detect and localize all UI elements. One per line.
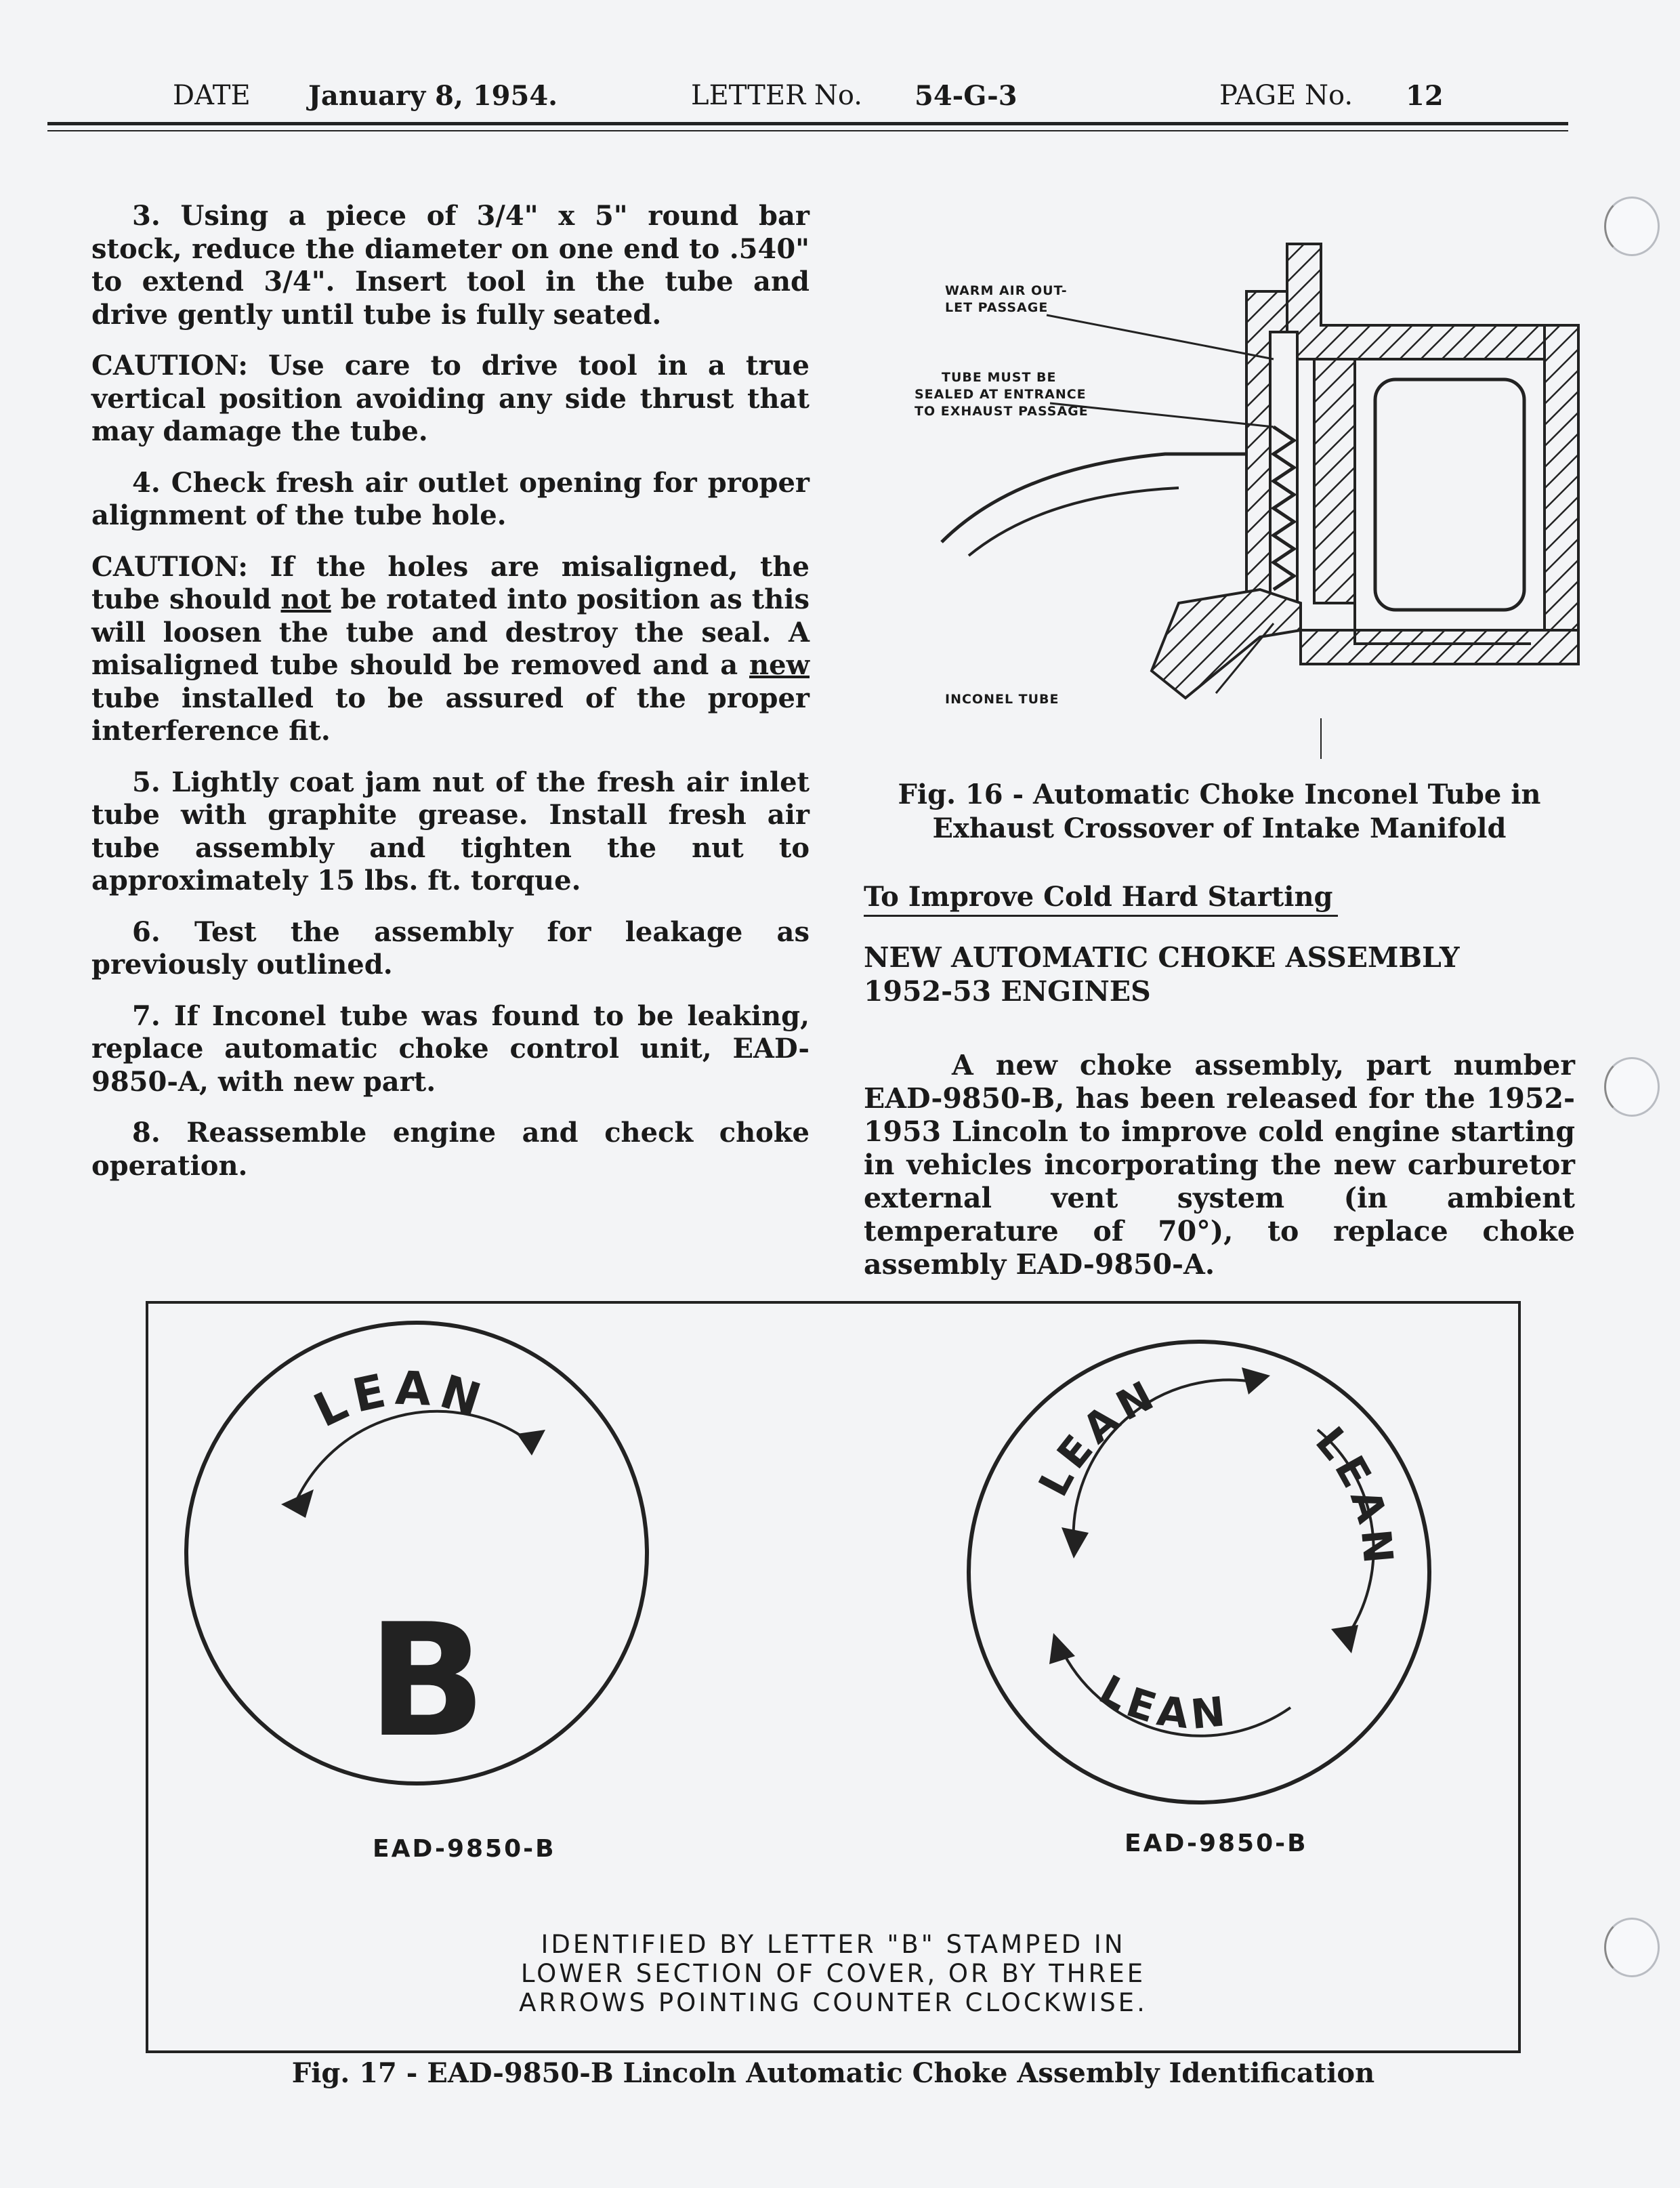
figure-16-caption-line-1: Fig. 16 - Automatic Choke Inconel Tube in <box>898 779 1541 810</box>
identification-note <box>176 1930 1490 2017</box>
caution-2-part-b: be rotated into position as this will loosen the tube and destroy the seal. A misaligned tube should be removed and a <box>91 583 810 681</box>
callout-tube-line-1: TUBE MUST BE <box>942 370 1057 385</box>
right-column-body <box>864 1049 1575 1300</box>
dial-left-arrowhead-left <box>281 1489 314 1518</box>
dial-left-arrowhead-right <box>517 1430 545 1456</box>
callout-inconel-tube: INCONEL TUBE <box>945 692 1059 707</box>
manifold-wall-bottom <box>1301 630 1578 664</box>
figure-17-caption: Fig. 17 - EAD-9850-B Lincoln Automatic Choke Assembly Identification <box>291 2057 1375 2089</box>
dial-right-arrowhead-1 <box>1062 1527 1089 1559</box>
section-heading-cold-starting: To Improve Cold Hard Starting <box>864 881 1333 913</box>
identification-note-line-2: LOWER SECTION OF COVER, OR BY THREE <box>520 1959 1146 1988</box>
heat-chamber <box>1375 379 1524 610</box>
dial-right-arrowhead-1b <box>1242 1367 1270 1395</box>
callout-tube-line-3: TO EXHAUST PASSAGE <box>915 404 1089 419</box>
step-5: 5. Lightly coat jam nut of the fresh air inlet tube with graphite grease. Install fresh air tube assembly and tighten the nut to approximately 15 lbs. ft. torque. <box>91 766 810 896</box>
callout-warm-air-line-1: WARM AIR OUT- <box>945 283 1068 298</box>
callout-warm-air-line-2: LET PASSAGE <box>945 300 1049 315</box>
section-heading-rule <box>864 915 1338 917</box>
dial-left-label: EAD-9850-B <box>373 1835 556 1863</box>
dial-left-letter: B <box>367 1591 486 1772</box>
binder-hole-top <box>1604 197 1660 256</box>
step-8: 8. Reassemble engine and check choke operation. <box>91 1117 810 1182</box>
identification-note-line-3: ARROWS POINTING COUNTER CLOCKWISE. <box>519 1988 1148 2017</box>
date-label: DATE <box>173 80 251 111</box>
caution-1: CAUTION: Use care to drive tool in a true vertical position avoiding any side thrust that may damage the tube. <box>91 350 810 447</box>
date-value: January 8, 1954. <box>308 80 558 112</box>
callout-warm-air <box>945 283 1068 316</box>
dial-right-word-2: LEAN <box>1305 1418 1402 1571</box>
dial-right-arrowhead-2 <box>1331 1625 1358 1653</box>
caution-2-part-c: tube installed to be assured of the proper interference fit. <box>91 682 810 747</box>
callout-tube-line-2: SEALED AT ENTRANCE <box>915 387 1087 402</box>
binder-hole-middle <box>1604 1057 1660 1117</box>
dial-right-word-3: LEAN <box>1091 1666 1233 1739</box>
figure-16-caption-line-2: Exhaust Crossover of Intake Manifold <box>932 812 1507 844</box>
page-value: 12 <box>1406 80 1444 112</box>
caution-2 <box>91 551 810 748</box>
step-4: 4. Check fresh air outlet opening for proper alignment of the tube hole. <box>91 466 810 531</box>
manifold-wall-center <box>1314 359 1355 603</box>
header-rule-thin <box>47 130 1568 131</box>
step-7: 7. If Inconel tube was found to be leaking, replace automatic choke control unit, EAD-9850-A, with new part. <box>91 999 810 1098</box>
step-6: 6. Test the assembly for leakage as previously outlined. <box>91 915 810 981</box>
callout-tube-sealed <box>915 369 1089 420</box>
left-column <box>91 200 810 1201</box>
new-choke-body: A new choke assembly, part number EAD-9850-B, has been released for the 1952-1953 Lincoln to improve cold engine starting in vehicles incorporating the new carburetor external vent system (in ambient temperature of 70°), to replace choke assembly EAD-9850-A. <box>864 1049 1575 1281</box>
page-label: PAGE No. <box>1219 80 1353 111</box>
step-3: 3. Using a piece of 3/4" x 5" round bar stock, reduce the diameter on one end to .540" to extend 3/4". Insert tool in the tube and drive gently until tube is fully seated. <box>91 200 810 331</box>
new-choke-heading <box>864 941 1460 1008</box>
dial-right-label: EAD-9850-B <box>1125 1830 1308 1857</box>
identification-note-line-1: IDENTIFIED BY LETTER "B" STAMPED IN <box>541 1930 1126 1959</box>
binder-hole-bottom <box>1604 1918 1660 1977</box>
figure-16-caption <box>867 778 1572 846</box>
letter-value: 54-G-3 <box>915 80 1017 112</box>
caution-2-not: not <box>280 583 331 615</box>
caution-2-part-a: CAUTION: If the holes are misaligned, the tube should <box>91 550 810 615</box>
dial-right-arrowhead-3 <box>1049 1633 1075 1664</box>
new-choke-heading-line-2: 1952-53 ENGINES <box>864 975 1151 1008</box>
new-choke-heading-line-1: NEW AUTOMATIC CHOKE ASSEMBLY <box>864 941 1460 974</box>
manifold-wall-right <box>1545 325 1578 644</box>
dial-right-word-1: LEAN <box>1030 1369 1166 1504</box>
caution-2-new: new <box>749 649 810 681</box>
letter-label: LETTER No. <box>691 80 862 111</box>
manifold-wall-upper <box>1287 244 1578 359</box>
header-rule-thick <box>47 122 1568 125</box>
dial-left-word: LEAN <box>306 1361 494 1439</box>
